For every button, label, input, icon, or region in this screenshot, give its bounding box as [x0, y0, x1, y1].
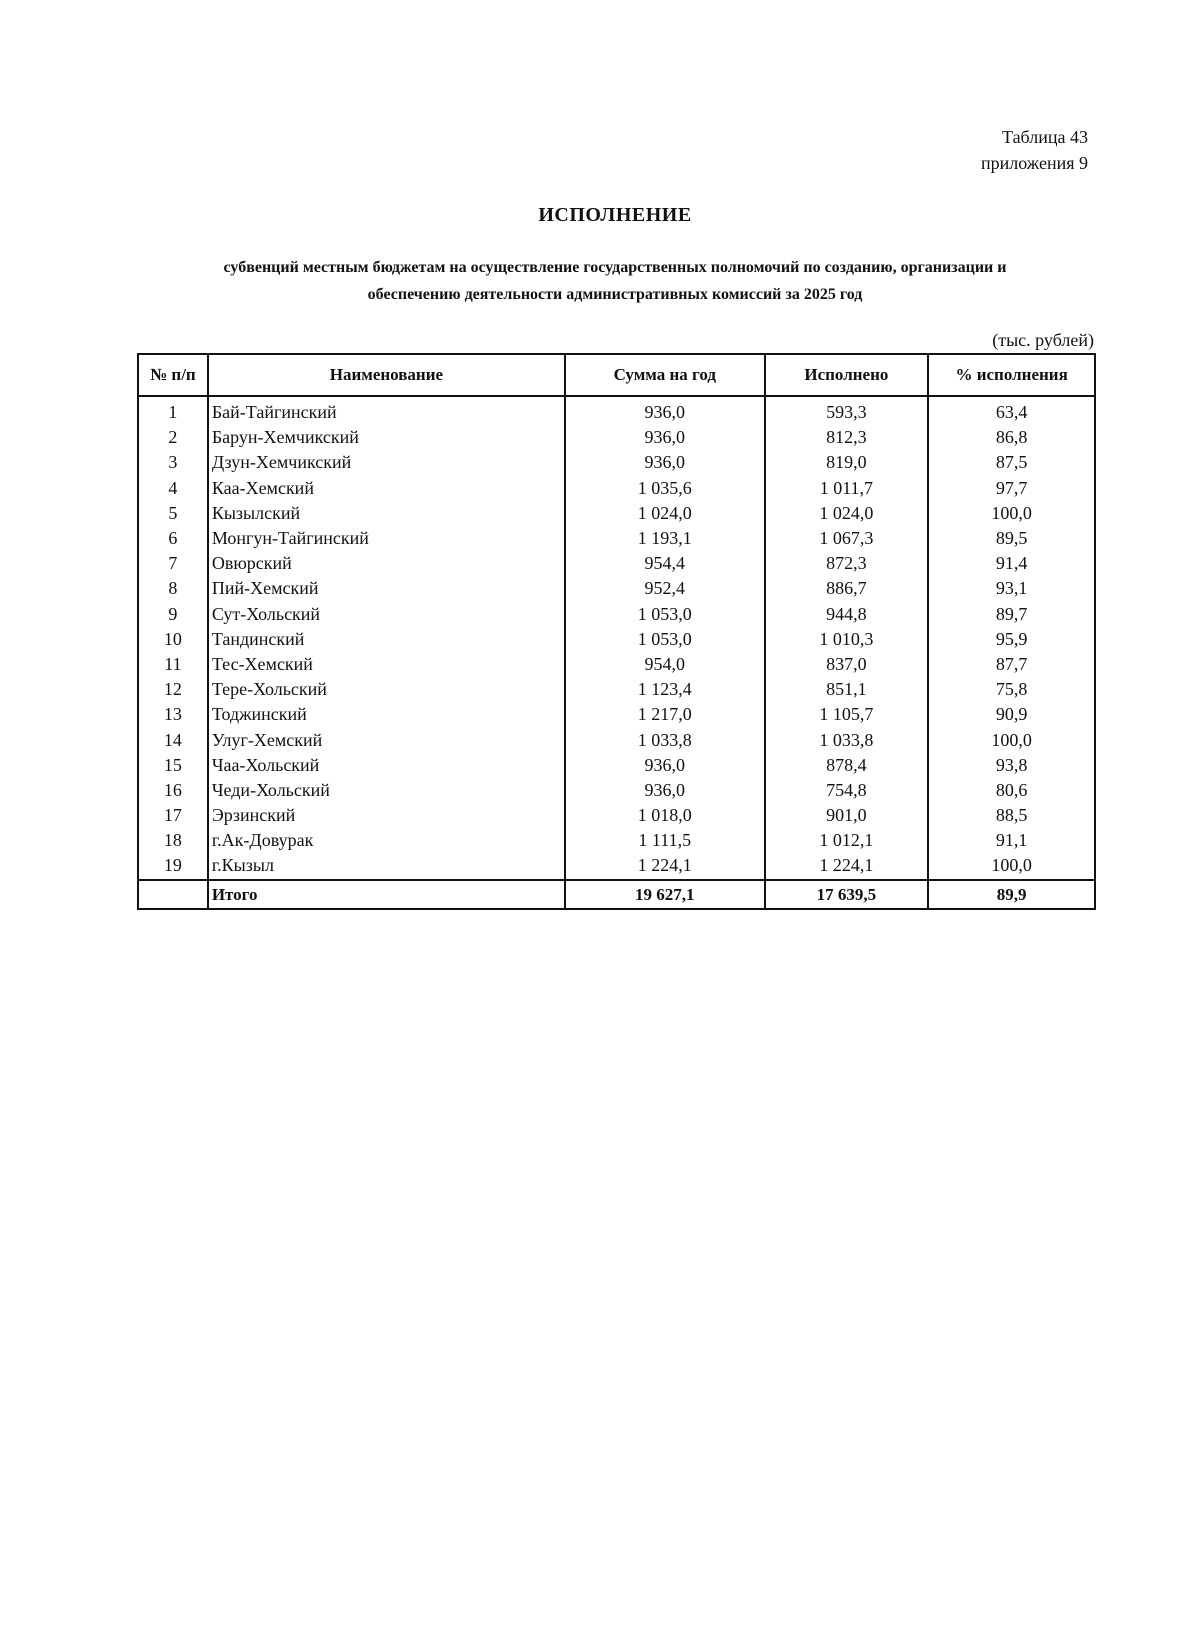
executed-cell: 1 011,7: [765, 476, 929, 501]
annual-sum-cell: 1 035,6: [565, 476, 765, 501]
executed-cell: 1 024,0: [765, 501, 929, 526]
execution-percent-cell: 100,0: [928, 727, 1095, 752]
district-name-cell: Сут-Хольский: [208, 602, 565, 627]
table-reference: [981, 124, 1088, 176]
table-row: [138, 803, 1095, 828]
district-name-cell: Овюрский: [208, 551, 565, 576]
executed-cell: 1 067,3: [765, 526, 929, 551]
district-name-cell: Тандинский: [208, 627, 565, 652]
row-number-cell: 11: [138, 652, 208, 677]
column-header-execution-percent: % исполнения: [928, 354, 1095, 396]
annual-sum-cell: 1 111,5: [565, 828, 765, 853]
annual-sum-cell: 1 053,0: [565, 627, 765, 652]
table-row: [138, 396, 1095, 425]
subtitle-line-2: обеспечению деятельности административных комиссий за 2025 год: [367, 286, 863, 303]
execution-percent-cell: 90,9: [928, 702, 1095, 727]
row-number-cell: 13: [138, 702, 208, 727]
execution-percent-cell: 75,8: [928, 677, 1095, 702]
execution-percent-cell: 93,1: [928, 576, 1095, 601]
district-name-cell: г.Ак-Довурак: [208, 828, 565, 853]
row-number-cell: 12: [138, 677, 208, 702]
execution-percent-cell: 91,4: [928, 551, 1095, 576]
district-name-cell: Пий-Хемский: [208, 576, 565, 601]
total-number-cell: [138, 880, 208, 909]
executed-cell: 878,4: [765, 753, 929, 778]
table-row: [138, 853, 1095, 879]
district-name-cell: Каа-Хемский: [208, 476, 565, 501]
table-row: [138, 702, 1095, 727]
table-header-row: [138, 354, 1095, 396]
annual-sum-cell: 1 217,0: [565, 702, 765, 727]
table-row: [138, 627, 1095, 652]
annual-sum-cell: 1 024,0: [565, 501, 765, 526]
district-name-cell: Бай-Тайгинский: [208, 396, 565, 425]
annual-sum-cell: 1 053,0: [565, 602, 765, 627]
table-number: Таблица 43: [1002, 127, 1088, 147]
execution-percent-cell: 88,5: [928, 803, 1095, 828]
annual-sum-cell: 1 033,8: [565, 727, 765, 752]
row-number-cell: 10: [138, 627, 208, 652]
column-header-number: № п/п: [138, 354, 208, 396]
column-header-annual-sum: Сумма на год: [565, 354, 765, 396]
district-name-cell: Тоджинский: [208, 702, 565, 727]
execution-percent-cell: 87,5: [928, 450, 1095, 475]
executed-cell: 944,8: [765, 602, 929, 627]
execution-percent-cell: 100,0: [928, 501, 1095, 526]
annual-sum-cell: 936,0: [565, 778, 765, 803]
document-subtitle: [140, 254, 1090, 308]
executed-cell: 1 012,1: [765, 828, 929, 853]
table-row: [138, 677, 1095, 702]
executed-cell: 886,7: [765, 576, 929, 601]
table-row: [138, 727, 1095, 752]
executed-cell: 819,0: [765, 450, 929, 475]
annual-sum-cell: 936,0: [565, 450, 765, 475]
total-percent-cell: 89,9: [928, 880, 1095, 909]
document-title: ИСПОЛНЕНИЕ: [538, 204, 692, 226]
execution-percent-cell: 91,1: [928, 828, 1095, 853]
annual-sum-cell: 1 224,1: [565, 853, 765, 879]
table-row: [138, 476, 1095, 501]
annual-sum-cell: 952,4: [565, 576, 765, 601]
execution-percent-cell: 86,8: [928, 425, 1095, 450]
table-row: [138, 778, 1095, 803]
row-number-cell: 14: [138, 727, 208, 752]
district-name-cell: Монгун-Тайгинский: [208, 526, 565, 551]
annual-sum-cell: 954,0: [565, 652, 765, 677]
executed-cell: 1 105,7: [765, 702, 929, 727]
total-executed-cell: 17 639,5: [765, 880, 929, 909]
table-row: [138, 501, 1095, 526]
annual-sum-cell: 1 193,1: [565, 526, 765, 551]
annual-sum-cell: 936,0: [565, 396, 765, 425]
row-number-cell: 3: [138, 450, 208, 475]
district-name-cell: Тере-Хольский: [208, 677, 565, 702]
row-number-cell: 6: [138, 526, 208, 551]
annual-sum-cell: 936,0: [565, 425, 765, 450]
annual-sum-cell: 936,0: [565, 753, 765, 778]
annual-sum-cell: 1 018,0: [565, 803, 765, 828]
execution-percent-cell: 89,5: [928, 526, 1095, 551]
units-label: (тыс. рублей): [992, 330, 1094, 350]
table-body: [138, 396, 1095, 880]
executed-cell: 1 010,3: [765, 627, 929, 652]
row-number-cell: 2: [138, 425, 208, 450]
executed-cell: 593,3: [765, 396, 929, 425]
executed-cell: 1 224,1: [765, 853, 929, 879]
district-name-cell: Улуг-Хемский: [208, 727, 565, 752]
row-number-cell: 9: [138, 602, 208, 627]
row-number-cell: 18: [138, 828, 208, 853]
execution-percent-cell: 95,9: [928, 627, 1095, 652]
table-row: [138, 602, 1095, 627]
row-number-cell: 16: [138, 778, 208, 803]
execution-table: [137, 353, 1096, 910]
execution-percent-cell: 97,7: [928, 476, 1095, 501]
district-name-cell: Эрзинский: [208, 803, 565, 828]
district-name-cell: Дзун-Хемчикский: [208, 450, 565, 475]
execution-percent-cell: 100,0: [928, 853, 1095, 879]
district-name-cell: Кызылский: [208, 501, 565, 526]
row-number-cell: 5: [138, 501, 208, 526]
total-row: [138, 880, 1095, 909]
execution-percent-cell: 93,8: [928, 753, 1095, 778]
executed-cell: 901,0: [765, 803, 929, 828]
annual-sum-cell: 954,4: [565, 551, 765, 576]
execution-percent-cell: 63,4: [928, 396, 1095, 425]
appendix-number: приложения 9: [980, 153, 1088, 173]
execution-percent-cell: 87,7: [928, 652, 1095, 677]
district-name-cell: Чаа-Хольский: [208, 753, 565, 778]
district-name-cell: Тес-Хемский: [208, 652, 565, 677]
row-number-cell: 15: [138, 753, 208, 778]
row-number-cell: 1: [138, 396, 208, 425]
total-annual-sum-cell: 19 627,1: [565, 880, 765, 909]
district-name-cell: г.Кызыл: [208, 853, 565, 879]
table-row: [138, 425, 1095, 450]
row-number-cell: 19: [138, 853, 208, 879]
executed-cell: 1 033,8: [765, 727, 929, 752]
table-row: [138, 753, 1095, 778]
executed-cell: 837,0: [765, 652, 929, 677]
subtitle-line-1: субвенций местным бюджетам на осуществление государственных полномочий по созданию, организации и: [223, 259, 1007, 276]
column-header-executed: Исполнено: [765, 354, 929, 396]
district-name-cell: Барун-Хемчикский: [208, 425, 565, 450]
table-row: [138, 450, 1095, 475]
row-number-cell: 4: [138, 476, 208, 501]
district-name-cell: Чеди-Хольский: [208, 778, 565, 803]
total-label-cell: Итого: [208, 880, 565, 909]
annual-sum-cell: 1 123,4: [565, 677, 765, 702]
table-row: [138, 576, 1095, 601]
executed-cell: 851,1: [765, 677, 929, 702]
executed-cell: 754,8: [765, 778, 929, 803]
table-row: [138, 551, 1095, 576]
executed-cell: 872,3: [765, 551, 929, 576]
table-row: [138, 526, 1095, 551]
row-number-cell: 7: [138, 551, 208, 576]
column-header-name: Наименование: [208, 354, 565, 396]
row-number-cell: 8: [138, 576, 208, 601]
table-row: [138, 652, 1095, 677]
execution-percent-cell: 89,7: [928, 602, 1095, 627]
row-number-cell: 17: [138, 803, 208, 828]
execution-percent-cell: 80,6: [928, 778, 1095, 803]
executed-cell: 812,3: [765, 425, 929, 450]
table-row: [138, 828, 1095, 853]
